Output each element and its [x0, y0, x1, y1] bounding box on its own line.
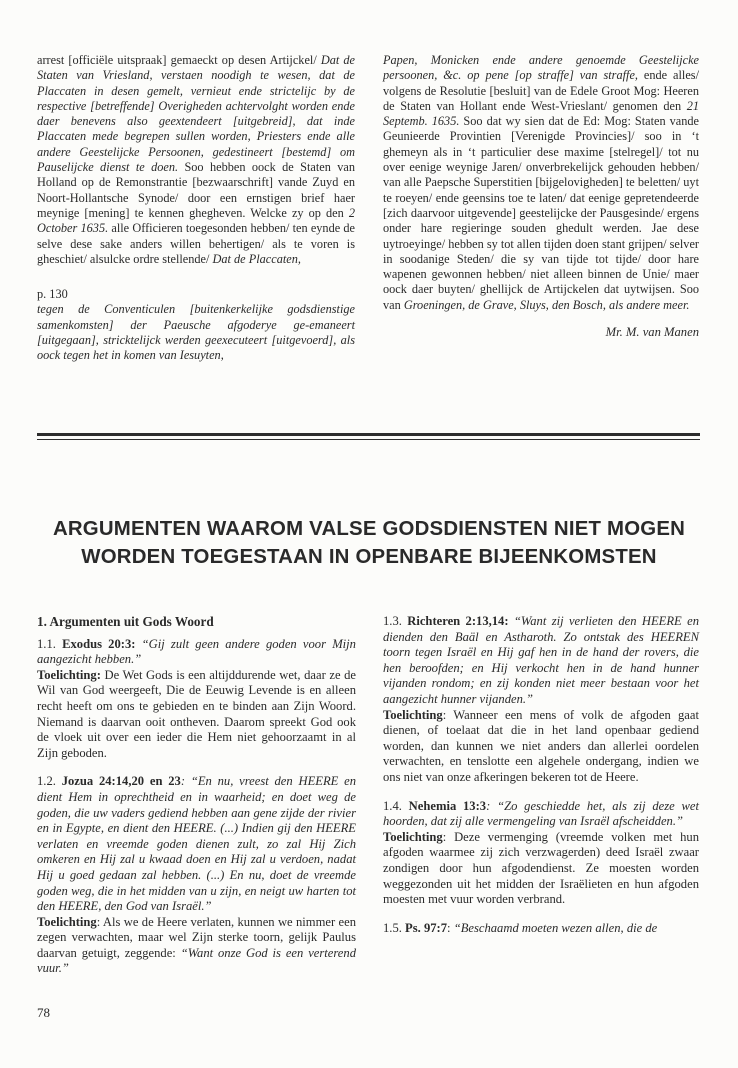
italic-run: 2 October 1635.	[37, 205, 355, 236]
bold-run: Toelichting	[383, 707, 443, 722]
text-run: ende alles/ volgens de Resolutie [besluit] van de Edele Groot Mog: Heeren de Staten van Hollant ende West-Vrieslant/ genomen den	[383, 68, 700, 113]
italic-run: Dat de Placcaten,	[212, 251, 301, 266]
page-number: 78	[37, 1005, 50, 1020]
text-run: alle Officieren toegesonden hebben/ ten eynde de selve dese sake anders willen behertigen/ als te voren is gheschiet/ alsulcke ordre stellende/	[37, 221, 355, 266]
text-run: : Wanneer een mens of volk de afgoden gaat dienen, of toelaat dat die in het land openbaar gediend worden, dan kunnen we niet anders dan allerlei oordelen verwachten, en tenslotte een algehele ondergang, indien we ons niet van onze afkeringen bekeren tot de Heere.	[383, 707, 699, 784]
text-run: 1.2.	[37, 774, 62, 789]
italic-run: : “En nu, vreest den HEERE en dient Hem in oprechtheid en in waarheid; en doet weg de goden, die uw vaders gediend hebben aan gene zijde der rivier en in Egypte, en dient den HEERE. (...) Indien gij den HEERE verlaten en vreemde goden dienen zult, zo zal Hij Zich omkeren en Hij zal u kwaad doen en Hij zal u verdoen, nadat Hij u goed gedaan zal hebben. (...) En nu, doet de vreemde goden weg, die in het midden van u zijn, en neigt uw harten tot den HEERE, den God van Israël.”	[37, 774, 357, 914]
italic-run: “Want onze God is een verterend vuur.”	[37, 945, 356, 976]
italic-run: Papen, Monicken ende andere genoemde Geestelijcke persoonen, &c. op pene [op straffe] van straffe,	[383, 53, 699, 83]
headline-line-2: WORDEN TOEGESTAAN IN OPENBARE BIJEENKOMSTEN	[81, 546, 657, 568]
section-divider-thin	[37, 439, 700, 440]
text-run: Soo hebben oock de Staten van Holland op de Remonstrantie [bezwaarschrift] vande Zuyd en Noort-Hollantsche Synode/ door een ernstigen brief haer meynige [mening] te kennen ghegheven. Welcke zy op den	[37, 160, 356, 220]
headline-line-1: ARGUMENTEN WAAROM VALSE GODSDIENSTEN NIET MOGEN	[52, 518, 686, 540]
bold-run: Toelichting	[37, 914, 97, 929]
continued-article-paragraph	[37, 53, 355, 267]
text-run: 1.3.	[383, 614, 408, 628]
top-left-column	[37, 53, 355, 364]
bold-run: Jozua 24:14,20 en 23	[61, 774, 181, 789]
bottom-left-column	[37, 614, 356, 990]
quote-continuation	[37, 302, 355, 363]
continued-article-paragraph-2	[383, 53, 699, 313]
text-run: De Wet Gods is een altijddurende wet, daar ze de Wil van God weergeeft, Die de Eeuwig Levende is en alleen recht heeft om ons te gebieden en te binden aan Zijn Woord. Niemand is daarvan ooit ontheven. Daarom spreekt God ook de vloek uit over een ieder die Hem niet gehoorzaamt in al Zijn geboden.	[37, 667, 356, 760]
text-run: 1.4.	[383, 798, 409, 813]
italic-run: Groeningen, de Grave, Sluys, den Bosch, als andere meer.	[403, 297, 690, 312]
bold-run: Exodus 20:3:	[62, 636, 136, 651]
page-reference: p. 130	[37, 287, 68, 302]
bold-run: Toelichting:	[37, 667, 101, 682]
bold-run: Ps. 97:7	[405, 920, 448, 935]
bold-run: Nehemia 13:3	[408, 798, 487, 813]
italic-run: “Want zij verlieten den HEERE en dienden den Baäl en Astharoth. Zo ontstak des HEEREN toorn tegen Israël en Hij gaf hen in de hand der rovers, die hen beroofden; en Hij verkocht hen in de hand hunner vijanden rondom; en zij konden niet meer bestaan voor het aangezicht hunner vijanden.”	[383, 614, 699, 706]
argument-item	[383, 614, 699, 786]
text-run: 1.5.	[383, 920, 406, 935]
italic-run: Dat de Staten van Vriesland, verstaen noodigh te wesen, dat de Placcaten in desen gemelt, vernieut ende strictelijc by de respective [betreffende] Overigheden achtervolght worden ende daer benevens also geextendeert [uitgebreid], dat inde Placcaten mede begrepen sullen worden, Priesters ende alle andere Geestelijcke Persoonen, gedestineert [bestemd] om Pauselijcke dienst te doen.	[37, 53, 355, 175]
italic-run: “Beschaamd moeten wezen allen, die de	[453, 920, 658, 935]
text-run: : Als we de Heere verlaten, kunnen we nimmer een zegen verwachten, maar wel Zijn sterke toorn, gelijk Paulus daarvan getuigt, zeggende:	[37, 914, 356, 960]
text-run: :	[447, 920, 454, 935]
article-author: Mr. M. van Manen	[605, 325, 699, 340]
argument-item	[37, 774, 356, 977]
quote-continuation-text: tegen de Conventiculen [buitenkerkelijke godsdienstige samenkomsten] der Paeusche afgoderye ge-emaneert [uitgegaan], stricktelijck werden geexecuteert [uitgevoerd], als oock tegen het in komen van Iesuyten,	[37, 302, 355, 363]
text-run: 1.1.	[37, 636, 63, 651]
text-run: Soo dat wy sien dat de Ed: Mog: Staten vande Geunieerde Provintien [Verenigde Provincies]/ soo in ‘t ghemeyn als in ‘t particulier dese maxime [stelregel]/ tot nu over eenige weynige Jaren/ onverbrekelijck gehouden hebben/ van alle Paepsche Superstitien [bijgelovigheden] te beletten/ uyt te roeyen/ ende geensins toe te laten/ dat eenige gepretendeerde [zich daarvoor uitgevende] geestelijcke der Pausgesinde/ ergens onder hare regieringe souden ghedult werden. Jae dese uytroeyinge/ hebben sy tot allen tijden doen stant grijpen/ selver in soodanige Steden/ die sy van tijde tot tijde/ door hare wapenen gewonnen hebben/ niet alleen binnen de Unie/ maer oock daer buyten/ ghellijck de Artijckelen dat uytwijsen. Soo van	[383, 114, 699, 312]
italic-run: 21 Septemb. 1635.	[383, 98, 699, 129]
section-divider-thick	[37, 433, 700, 436]
italic-run: “Gij zult geen andere goden voor Mijn aangezicht hebben.”	[37, 636, 356, 667]
bottom-right-column	[383, 614, 699, 949]
section-heading: 1. Argumenten uit Gods Woord	[37, 614, 214, 629]
argument-item	[383, 921, 699, 937]
bold-run: Richteren 2:13,14:	[407, 614, 509, 628]
bold-run: Toelichting	[383, 829, 443, 844]
top-right-column	[383, 53, 699, 340]
text-run: : Deze vermenging (vreemde volken met hun afgoden waarmee zij zich verzwagerden) deed Israël zwaar zondigen door hun afgodendienst. Ze moesten worden weggezonden uit het midden der Israëlieten en hun afgoden moesten met vuur worden verbrand.	[383, 829, 699, 907]
argument-item	[383, 799, 699, 908]
article-headline	[0, 515, 738, 571]
text-run: arrest [officiële uitspraak] gemaeckt op desen Artijckel/	[37, 53, 321, 67]
argument-item	[37, 637, 356, 762]
italic-run: : “Zo geschiedde het, als zij deze wet hoorden, dat zij alle vermengeling van Israël afscheidden.”	[383, 798, 699, 829]
